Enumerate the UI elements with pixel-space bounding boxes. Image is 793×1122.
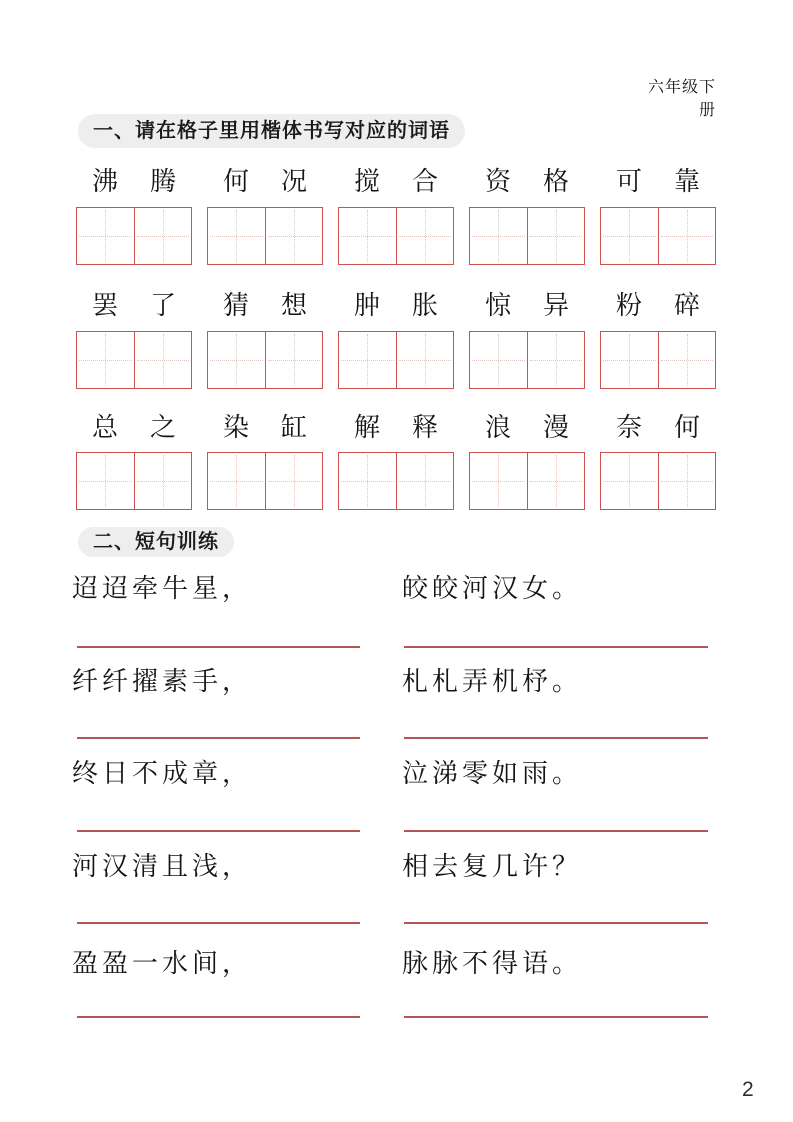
writing-cell[interactable]: [208, 208, 265, 264]
word-label: 罢了: [91, 291, 208, 320]
writing-cell[interactable]: [265, 208, 323, 264]
writing-cell[interactable]: [77, 453, 134, 509]
section-1-header: 一、请在格子里用楷体书写对应的词语: [78, 114, 465, 148]
writing-grid-row-3: [76, 452, 716, 510]
writing-cell[interactable]: [470, 208, 527, 264]
writing-cell[interactable]: [601, 453, 658, 509]
sentence-left-4: 河汉清且浅，: [72, 852, 253, 881]
writing-cell[interactable]: [658, 208, 716, 264]
word-label: 解释: [353, 413, 470, 442]
writing-cell[interactable]: [527, 208, 585, 264]
answer-line[interactable]: [404, 830, 708, 832]
sentence-right-5: 脉脉不得语。: [402, 949, 583, 978]
writing-cell[interactable]: [265, 332, 323, 388]
word-label: 染缸: [222, 413, 339, 442]
writing-cell[interactable]: [658, 453, 716, 509]
answer-line[interactable]: [77, 830, 360, 832]
answer-line[interactable]: [404, 922, 708, 924]
word-label: 何况: [222, 167, 339, 196]
writing-grid-row-1: [76, 207, 716, 265]
answer-line[interactable]: [77, 922, 360, 924]
writing-cell[interactable]: [208, 332, 265, 388]
answer-line[interactable]: [77, 1016, 360, 1018]
writing-grid: [469, 207, 585, 265]
writing-cell[interactable]: [339, 208, 396, 264]
word-row-1: [76, 167, 732, 197]
answer-line[interactable]: [404, 1016, 708, 1018]
word-label: 可靠: [615, 167, 732, 196]
sentence-left-2: 纤纤擢素手，: [72, 667, 253, 696]
writing-grid-row-2: [76, 331, 716, 389]
writing-cell[interactable]: [77, 208, 134, 264]
answer-line[interactable]: [77, 646, 360, 648]
sentence-right-4: 相去复几许？: [402, 852, 583, 881]
writing-cell[interactable]: [658, 332, 716, 388]
word-label: 浪漫: [484, 413, 601, 442]
writing-cell[interactable]: [339, 332, 396, 388]
writing-grid: [600, 331, 716, 389]
word-label: 惊异: [484, 291, 601, 320]
writing-cell[interactable]: [470, 453, 527, 509]
writing-grid: [338, 207, 454, 265]
word-label: 搅合: [353, 167, 470, 196]
writing-grid: [469, 331, 585, 389]
sentence-left-1: 迢迢牵牛星，: [72, 574, 253, 603]
sentence-left-5: 盈盈一水间，: [72, 949, 253, 978]
writing-cell[interactable]: [527, 332, 585, 388]
writing-grid: [469, 452, 585, 510]
writing-grid: [338, 452, 454, 510]
writing-grid: [207, 331, 323, 389]
writing-grid: [600, 452, 716, 510]
page-number: 2: [742, 1078, 754, 1101]
word-label: 资格: [484, 167, 601, 196]
booklet-label: 六年级下册: [647, 79, 716, 119]
sentence-left-3: 终日不成章，: [72, 759, 253, 788]
writing-cell[interactable]: [134, 453, 192, 509]
writing-cell[interactable]: [134, 208, 192, 264]
word-label: 总之: [91, 413, 208, 442]
word-label: 肿胀: [353, 291, 470, 320]
section-2-header: 二、短句训练: [78, 527, 234, 557]
writing-cell[interactable]: [527, 453, 585, 509]
writing-grid: [76, 207, 192, 265]
answer-line[interactable]: [77, 737, 360, 739]
answer-line[interactable]: [404, 737, 708, 739]
writing-cell[interactable]: [396, 208, 454, 264]
writing-grid: [600, 207, 716, 265]
writing-cell[interactable]: [208, 453, 265, 509]
word-label: 粉碎: [615, 291, 732, 320]
word-row-2: [76, 291, 732, 321]
word-label: 奈何: [615, 413, 732, 442]
writing-cell[interactable]: [470, 332, 527, 388]
writing-grid: [207, 207, 323, 265]
writing-cell[interactable]: [77, 332, 134, 388]
sentence-right-3: 泣涕零如雨。: [402, 759, 583, 788]
writing-grid: [338, 331, 454, 389]
writing-cell[interactable]: [134, 332, 192, 388]
writing-cell[interactable]: [339, 453, 396, 509]
word-row-3: [76, 413, 732, 443]
writing-grid: [76, 331, 192, 389]
sentence-right-2: 札札弄机杼。: [402, 667, 583, 696]
word-label: 猜想: [222, 291, 339, 320]
writing-grid: [207, 452, 323, 510]
writing-cell[interactable]: [601, 332, 658, 388]
writing-cell[interactable]: [601, 208, 658, 264]
sentence-right-1: 皎皎河汉女。: [402, 574, 583, 603]
writing-cell[interactable]: [396, 332, 454, 388]
writing-cell[interactable]: [396, 453, 454, 509]
writing-grid: [76, 452, 192, 510]
writing-cell[interactable]: [265, 453, 323, 509]
word-label: 沸腾: [91, 167, 208, 196]
answer-line[interactable]: [404, 646, 708, 648]
